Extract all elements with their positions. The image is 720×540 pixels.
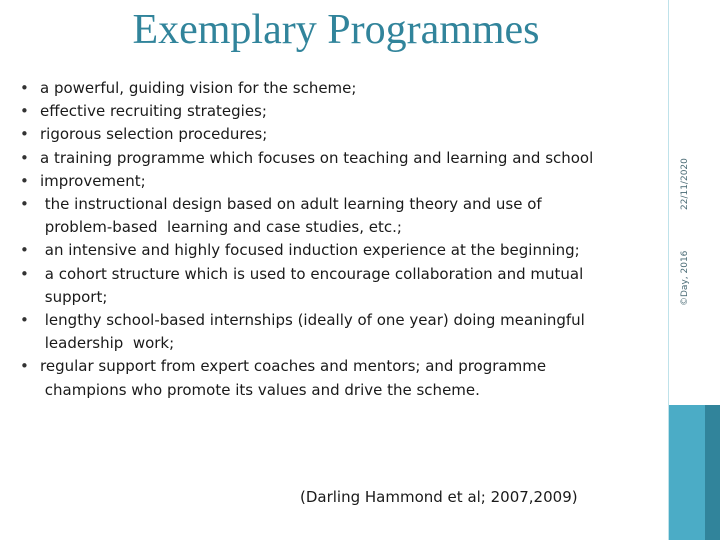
bullet-item: • rigorous selection procedures; bbox=[20, 123, 660, 146]
bullet-item: • a powerful, guiding vision for the scheme; bbox=[20, 77, 660, 100]
side-copyright: ©Day, 2016 bbox=[680, 250, 690, 306]
side-date: 22/11/2020 bbox=[680, 158, 690, 210]
bullet-item: • improvement; bbox=[20, 170, 660, 193]
sidebar-accent-block bbox=[669, 405, 705, 540]
bullet-item: • a cohort structure which is used to encourage collaboration and mutual support; bbox=[20, 263, 660, 309]
sidebar-panel bbox=[669, 0, 720, 405]
bullet-item: • effective recruiting strategies; bbox=[20, 100, 660, 123]
bullet-list bbox=[20, 77, 660, 402]
bullet-item: • a training programme which focuses on teaching and learning and school bbox=[20, 147, 660, 170]
bullet-item: • an intensive and highly focused induction experience at the beginning; bbox=[20, 239, 660, 262]
bullet-item: • the instructional design based on adult learning theory and use of problem-based learning and case studies, etc.; bbox=[20, 193, 660, 239]
bullet-item: • lengthy school-based internships (ideally of one year) doing meaningful leadership work; bbox=[20, 309, 660, 355]
slide-title: Exemplary Programmes bbox=[132, 7, 540, 53]
bullet-item: • regular support from expert coaches and mentors; and programme champions who promote its values and drive the scheme. bbox=[20, 355, 660, 401]
citation: (Darling Hammond et al; 2007,2009) bbox=[300, 488, 578, 506]
